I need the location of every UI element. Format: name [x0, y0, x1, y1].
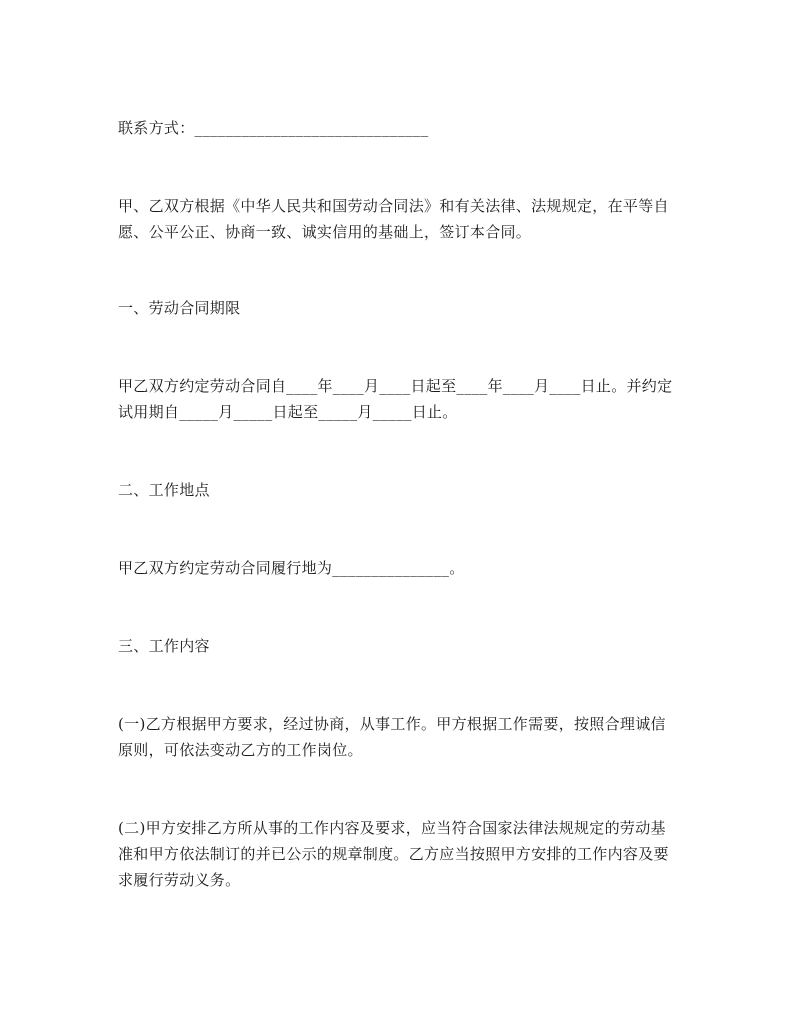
section-2-line-1: 甲乙双方约定劳动合同履行地为_______________。	[118, 559, 465, 577]
section-3-item-1-line-2: 原则，可依法变动乙方的工作岗位。	[118, 741, 363, 759]
preamble-paragraph	[118, 193, 680, 245]
section-3-heading: 三、工作内容	[118, 637, 210, 655]
contact-label: 联系方式：	[118, 119, 195, 137]
section-2-paragraph	[118, 555, 680, 581]
section-1-paragraph	[118, 373, 680, 425]
section-3-item-1	[118, 711, 680, 763]
contact-line	[118, 115, 680, 141]
section-1-line-1: 甲乙双方约定劳动合同自____年____月____日起至____年____月____日止。并约定	[118, 377, 673, 395]
section-3-item-2-line-3: 求履行劳动义务。	[118, 871, 241, 889]
preamble-line-1: 甲、乙双方根据《中华人民共和国劳动合同法》和有关法律、法规规定，在平等自	[118, 197, 669, 215]
section-2-heading: 二、工作地点	[118, 481, 210, 499]
section-1-heading: 一、劳动合同期限	[118, 299, 241, 317]
section-3-item-1-line-1: (一)乙方根据甲方要求，经过协商，从事工作。甲方根据工作需要，按照合理诚信	[118, 715, 666, 733]
section-1-line-2: 试用期自_____月_____日起至_____月_____日止。	[118, 403, 458, 421]
section-3-item-2-line-1: (二)甲方安排乙方所从事的工作内容及要求，应当符合国家法律法规规定的劳动基	[118, 819, 666, 837]
section-3-item-2	[118, 815, 680, 893]
section-3-item-2-line-2: 准和甲方依法制订的并已公示的规章制度。乙方应当按照甲方安排的工作内容及要	[118, 845, 669, 863]
preamble-line-2: 愿、公平公正、协商一致、诚实信用的基础上，签订本合同。	[118, 223, 532, 241]
contact-blank: ______________________________	[194, 119, 429, 137]
